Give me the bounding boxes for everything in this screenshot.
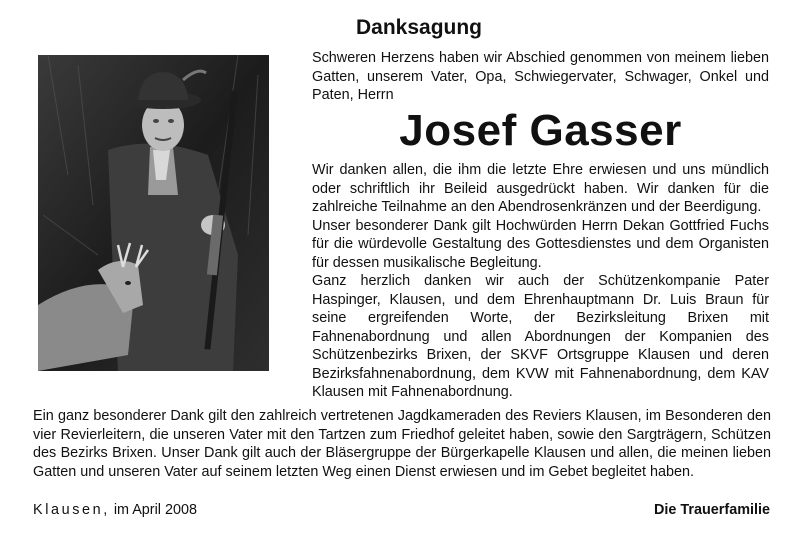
date-text: im April 2008 [113, 502, 198, 518]
thanks-paragraph: Wir danken allen, die ihm die letzte Ehre erwiesen und uns mündlich oder schriftlich ihr Beileid ausgedrückt haben. Wir danken für die zahlreiche Teilnahme an den Abendrosenkränzen und der Beerdigung. [312, 162, 769, 215]
portrait-photo [38, 55, 269, 371]
thanks-paragraph: Ganz herzlich danken wir auch der Schützenkompanie Pater Haspinger, Klausen, und dem Ehrenhauptmann Dr. Luis Braun für seine ergreifenden Worte, der Bezirksleitung Brixen mit Fahnenabordnung und allen Abordnungen der Kompanien des Schützenbezirks Brixen, der SKVF Ortsgruppe Klausen und deren Bezirksfahnenabordnung, dem KVW mit Fahnenabordnung, dem KAV Klausen mit Fahnenabordnung. [312, 273, 769, 400]
place-date [33, 502, 197, 518]
heading-title: Danksagung [355, 16, 483, 39]
thanks-text-column [312, 161, 769, 402]
thanks-paragraph: Unser besonderer Dank gilt Hochwürden Herrn Dekan Gottfried Fuchs für die würdevolle Gestaltung des Gottesdienstes und dem Organisten für dessen musikalische Begleitung. [312, 217, 769, 271]
intro-text: Schweren Herzens haben wir Abschied genommen von meinem lieben Gatten, unserem Vater, Opa, Schwiegervater, Schwager, Onkel und Paten, Herrn [312, 50, 769, 103]
hunter-with-deer-photo [38, 55, 269, 371]
thanks-text-full-width [33, 407, 771, 481]
thanks-paragraph: Ein ganz besonderer Dank gilt den zahlreich vertretenen Jagdkameraden des Reviers Klausen, im Besonderen den vier Revierleitern, die unseren Vater mit den Tartzen zum Friedhof geleitet haben, sowie den Sargträgern, Schützen des Bezirks Brixen. Unser Dank gilt auch der Bläsergruppe der Bürgerkapelle Klausen und allen, die meinen lieben Gatten und unseren Vater auf seinem letzten Weg einen Dienst erwiesen und im Gebet begleitet haben. [33, 408, 771, 480]
signature: Die Trauerfamilie [654, 502, 770, 518]
deceased-name: Josef Gasser [399, 106, 682, 155]
place-name: Klausen, [33, 502, 110, 518]
